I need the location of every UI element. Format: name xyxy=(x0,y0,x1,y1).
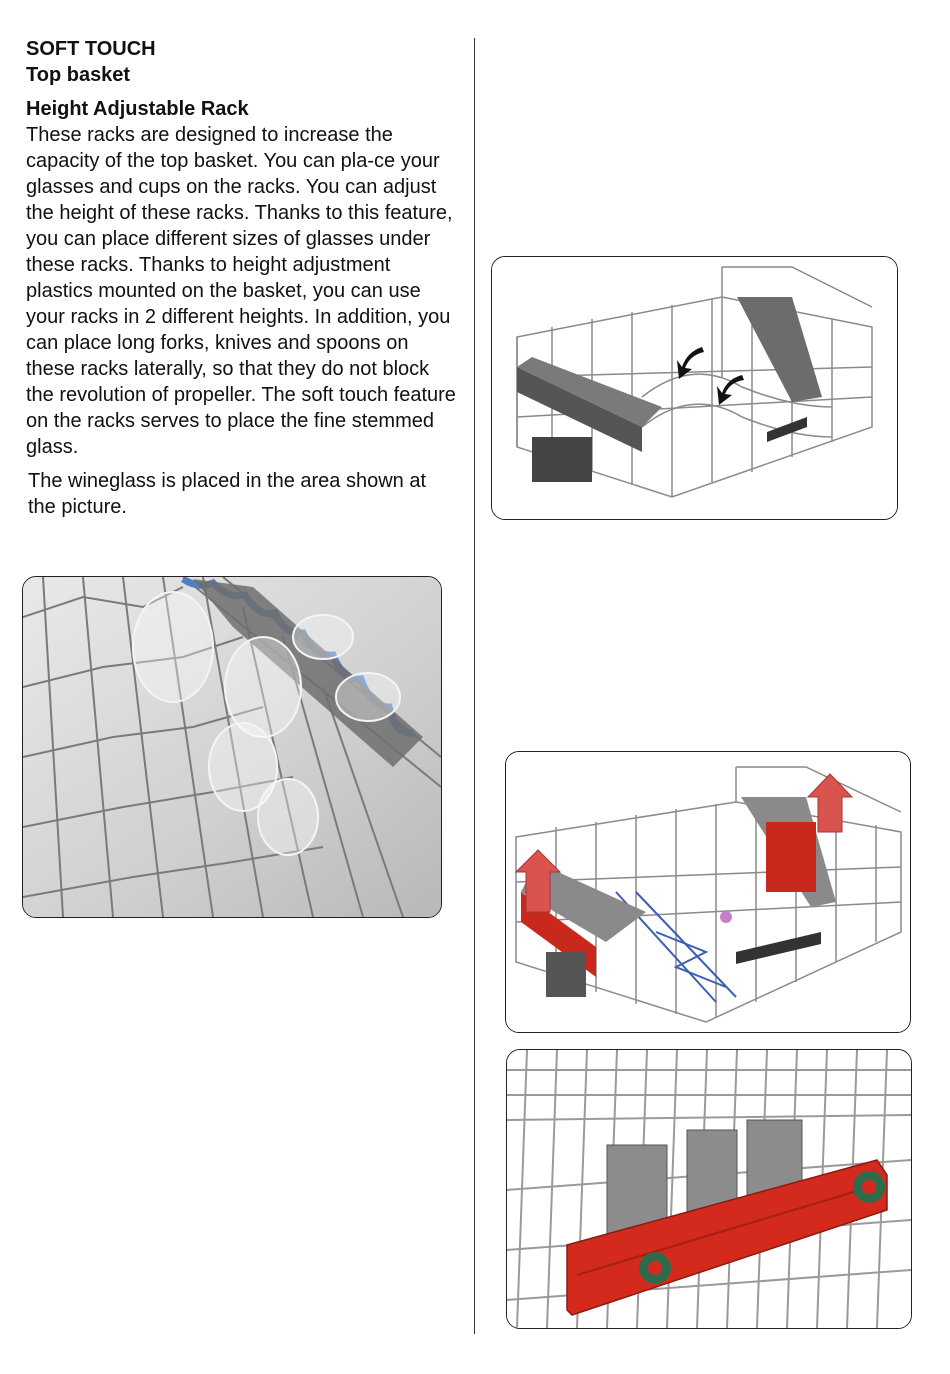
section-heading: Height Adjustable Rack xyxy=(26,98,249,120)
top-basket-racks-raising xyxy=(505,751,911,1033)
section-body: These racks are designed to increase the capacity of the top basket. You can pla-ce your glasses and cups on the racks. You can adjust the height of these racks. Thanks to this feature, you can place different sizes of glasses under these racks. Thanks to height adjustment plastics mounted on the basket, you can use your racks in 2 different heights. In addition, you can place long forks, knives and spoons on these racks laterally, so that they do not block the revolution of propeller. The soft touch feature on the racks serves to place the fine stemmed glass. xyxy=(26,124,456,458)
basket-raising-illustration xyxy=(506,752,910,1032)
basket-folding-illustration xyxy=(492,257,897,519)
wineglass-rack-photo xyxy=(22,576,442,918)
text-column xyxy=(26,36,456,520)
closeup-illustration xyxy=(507,1050,911,1328)
wineglass-note: The wineglass is placed in the area shown at the picture. xyxy=(28,470,427,518)
top-basket-racks-folding xyxy=(491,256,898,520)
wineglass-rack-illustration xyxy=(23,577,441,917)
column-divider xyxy=(474,38,475,1334)
section-title: SOFT TOUCH xyxy=(26,38,156,60)
height-adjustment-plastic-closeup xyxy=(506,1049,912,1329)
section-subtitle: Top basket xyxy=(26,64,131,86)
